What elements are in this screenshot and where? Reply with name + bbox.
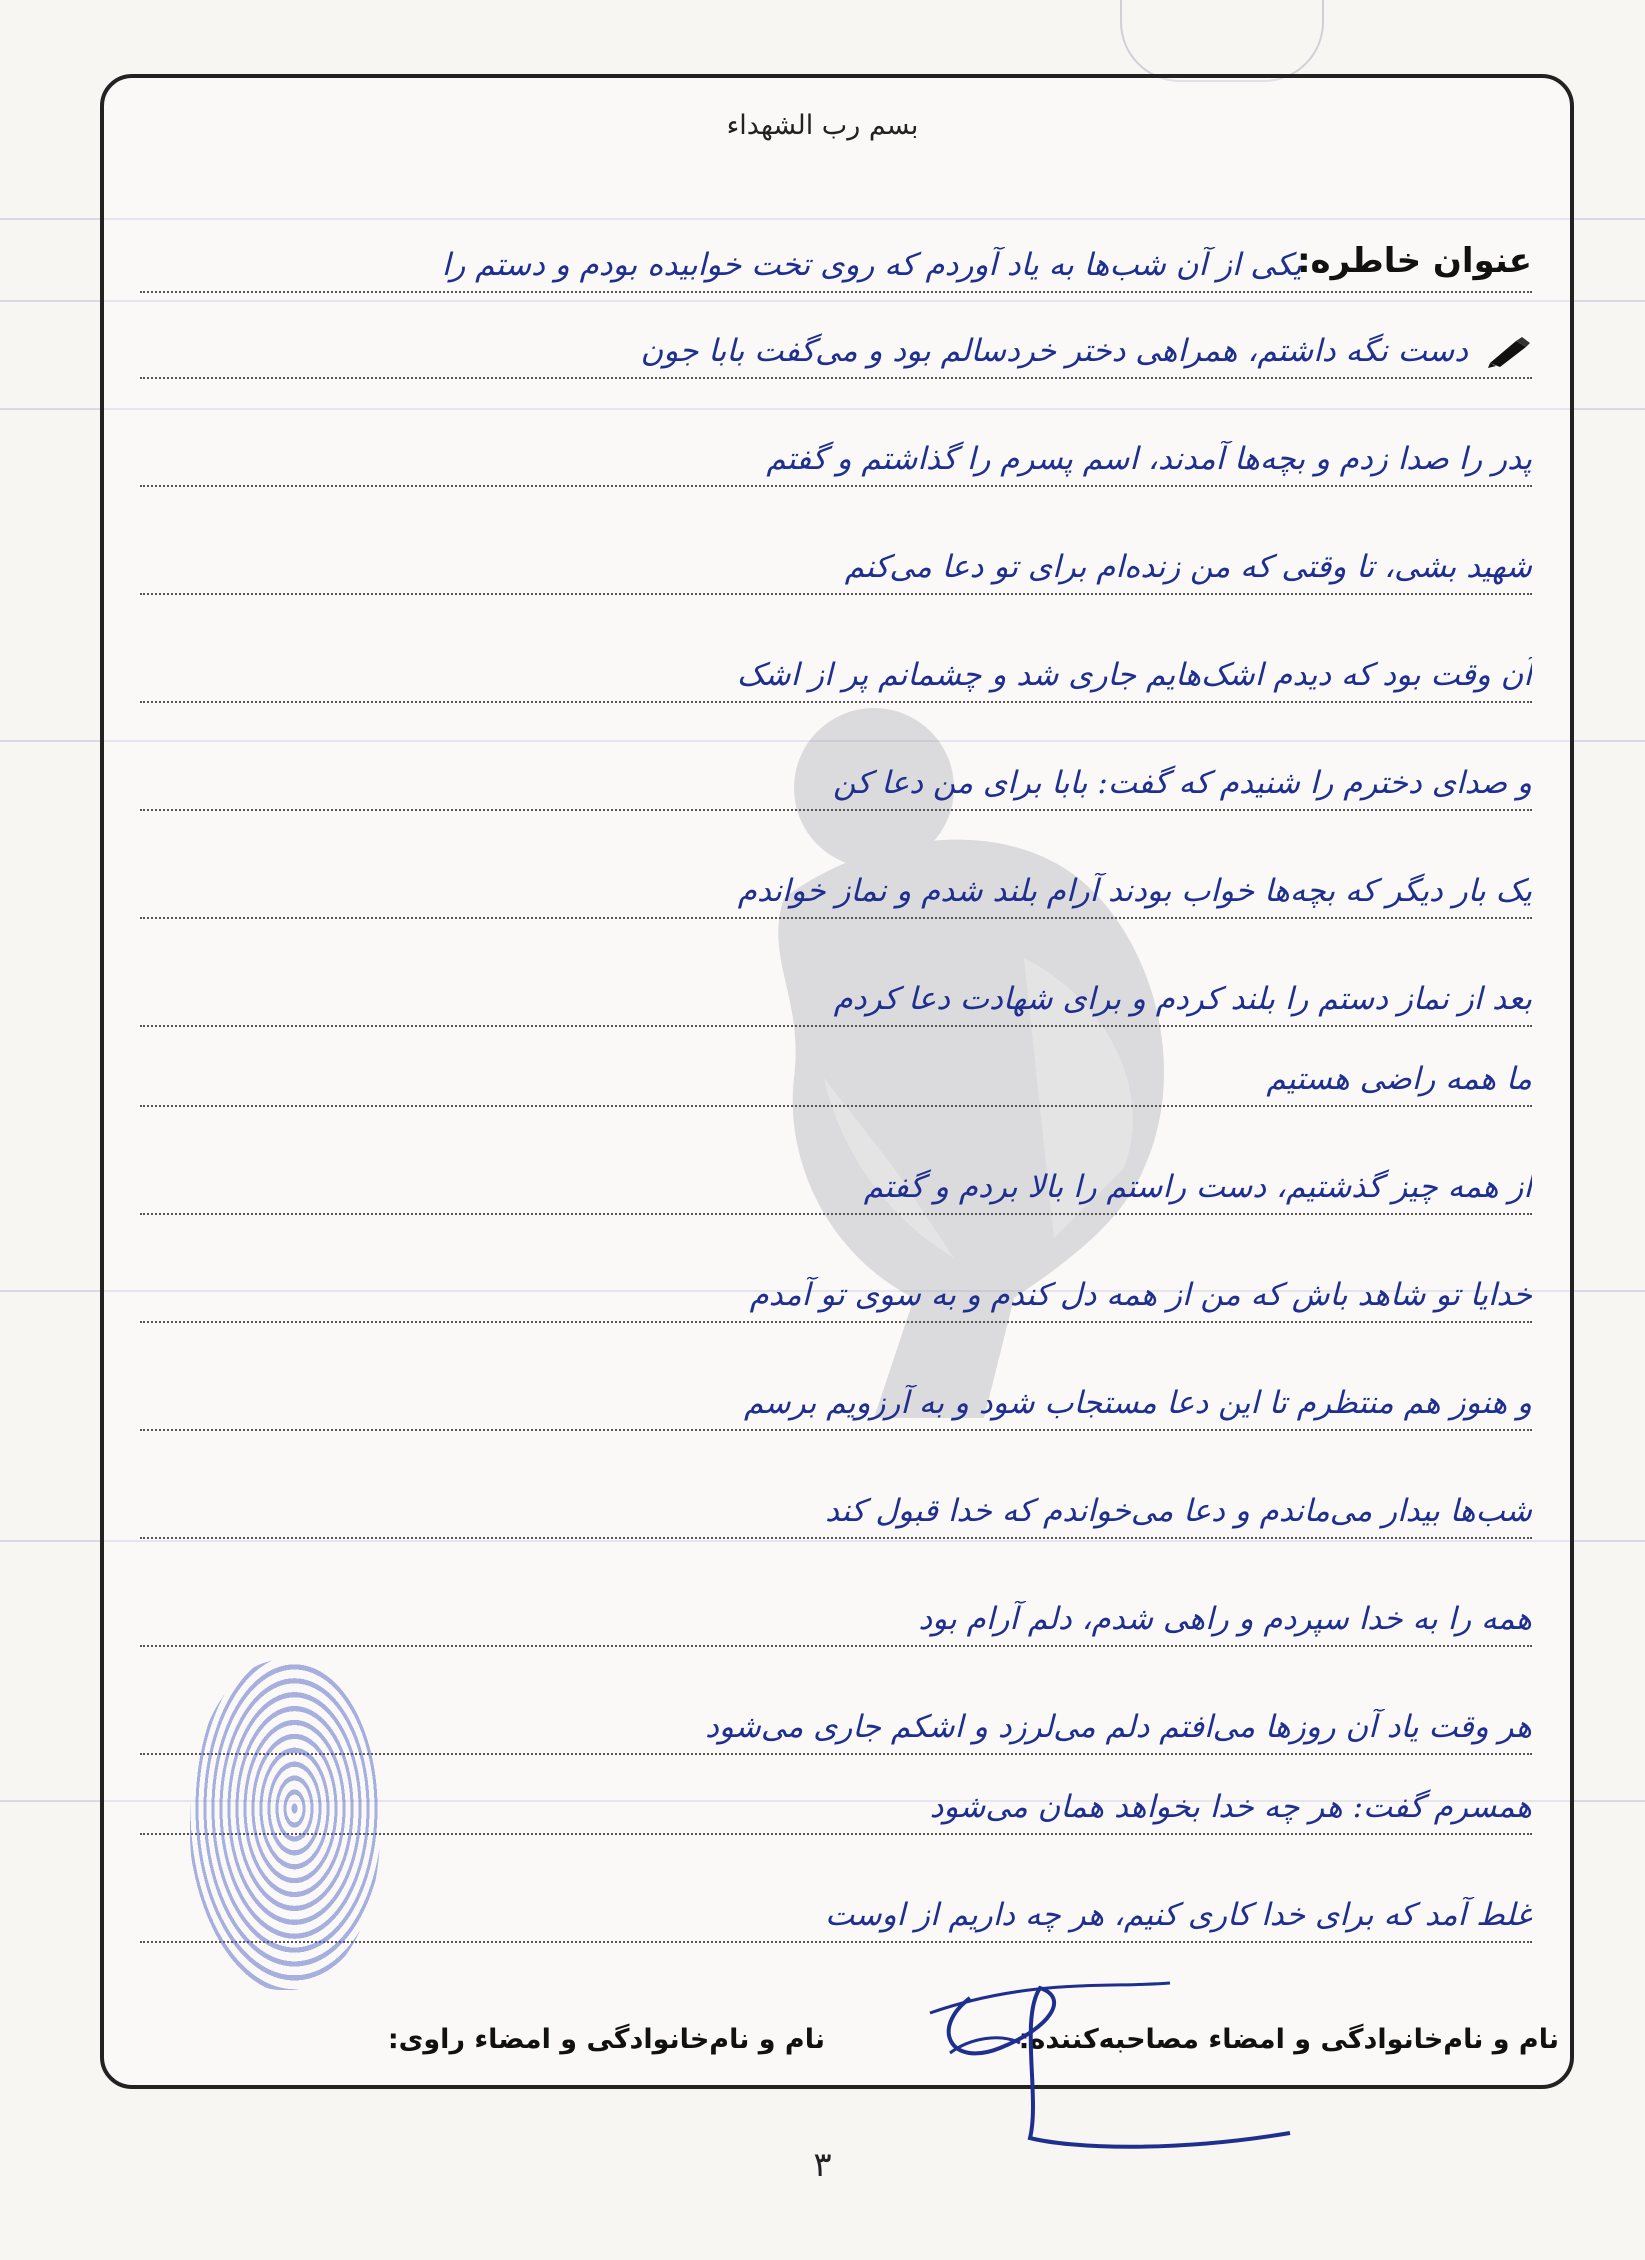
handwritten-text: ما همه راضی هستیم	[1266, 1061, 1532, 1097]
memoir-title-label: عنوان خاطره:	[1296, 241, 1532, 281]
memoir-line	[140, 1343, 1532, 1431]
handwritten-text: همه را به خدا سپردم و راهی شدم، دلم آرام بود	[918, 1601, 1532, 1637]
memoir-line	[140, 291, 1532, 379]
handwritten-text: و صدای دخترم را شنیدم که گفت: بابا برای من دعا کن	[833, 765, 1532, 801]
memoir-line	[140, 1559, 1532, 1647]
memoir-line	[140, 831, 1532, 919]
memoir-line	[140, 1451, 1532, 1539]
narrator-signature-label: نام و نام‌خانوادگی و امضاء راوی:	[387, 2024, 825, 2055]
page-number: ۳	[813, 2145, 832, 2185]
memoir-line	[140, 1127, 1532, 1215]
memoir-line	[140, 507, 1532, 595]
handwritten-text: شهید بشی، تا وقتی که من زنده‌ام برای تو دعا می‌کنم	[844, 549, 1532, 585]
interviewer-signature	[910, 1958, 1340, 2168]
memoir-line	[140, 939, 1532, 1027]
pen-icon	[1486, 335, 1532, 369]
memoir-line	[140, 723, 1532, 811]
handwritten-text: پدر را صدا زدم و بچه‌ها آمدند، اسم پسرم را گذاشتم و گفتم	[766, 441, 1532, 477]
memoir-line	[140, 615, 1532, 703]
handwritten-text: از همه چیز گذشتیم، دست راستم را بالا بردم و گفتم	[863, 1169, 1532, 1205]
memoir-line	[140, 1235, 1532, 1323]
handwritten-text: همسرم گفت: هر چه خدا بخواهد همان می‌شود	[929, 1789, 1532, 1825]
handwritten-text: بعد از نماز دستم را بلند کردم و برای شهادت دعا کردم	[833, 981, 1532, 1017]
memoir-line	[140, 1019, 1532, 1107]
handwritten-text: دست نگه داشتم، همراهی دختر خردسالم بود و می‌گفت بابا جون	[640, 333, 1468, 369]
memoir-line	[140, 399, 1532, 487]
background-stamp	[1120, 0, 1324, 82]
handwritten-text: خدایا تو شاهد باش که من از همه دل کندم و به سوی تو آمدم	[749, 1277, 1532, 1313]
fingerprint-stamp	[190, 1660, 380, 1990]
handwritten-text: یک بار دیگر که بچه‌ها خواب بودند آرام بلند شدم و نماز خواندم	[737, 873, 1532, 909]
memoir-line	[140, 205, 1532, 293]
handwritten-text: یکی از آن شب‌ها به یاد آوردم که روی تخت خوابیده بودم و دستم را	[441, 247, 1302, 283]
handwritten-text: و هنوز هم منتظرم تا این دعا مستجاب شود و به آرزویم برسم	[744, 1385, 1532, 1421]
interviewer-signature-label: نام و نام‌خانوادگی و امضاء مصاحبه‌کننده:	[1018, 2024, 1559, 2055]
handwritten-text: غلط آمد که برای خدا کاری کنیم، هر چه داریم از اوست	[825, 1897, 1532, 1933]
form-header: بسم رب الشهداء	[726, 110, 919, 141]
handwritten-text: آن وقت بود که دیدم اشک‌هایم جاری شد و چشمانم پر از اشک	[736, 657, 1532, 693]
handwritten-text: هر وقت یاد آن روزها می‌افتم دلم می‌لرزد و اشکم جاری می‌شود	[705, 1709, 1532, 1745]
handwritten-text: شب‌ها بیدار می‌ماندم و دعا می‌خواندم که خدا قبول کند	[825, 1493, 1532, 1529]
